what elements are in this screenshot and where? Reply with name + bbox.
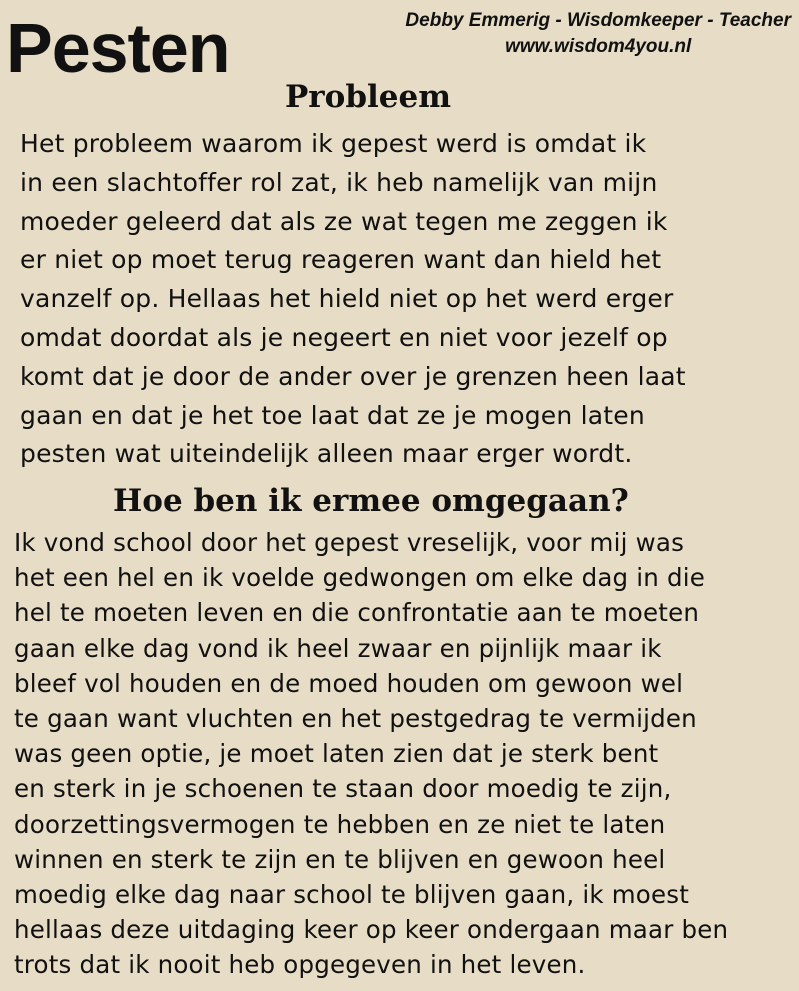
section-body-probleem [20, 125, 686, 474]
text-line: te gaan want vluchten en het pestgedrag te vermijden [14, 704, 697, 734]
text-line: Ik vond school door het gepest vreselijk, voor mij was [14, 528, 685, 557]
text-line: er niet op moet terug reageren want dan hield het [20, 245, 662, 275]
text-line: doorzettingsvermogen te hebben en ze niet te laten [14, 809, 666, 839]
text-line: komt dat je door de ander over je grenzen heen laat [20, 361, 686, 391]
text-line: gaan elke dag vond ik heel zwaar en pijnlijk maar ik [14, 633, 662, 663]
section-heading-omgegaan: Hoe ben ik ermee omgegaan? [113, 483, 629, 519]
text-line: winnen en sterk te zijn en te blijven en gewoon heel [14, 844, 666, 874]
section-body-omgegaan [14, 525, 728, 983]
text-line: moedig elke dag naar school te blijven gaan, ik moest [14, 880, 690, 910]
text-line: in een slachtoffer rol zat, ik heb namelijk van mijn [20, 167, 658, 197]
text-line: omdat doordat als je negeert en niet voor jezelf op [20, 322, 668, 352]
text-line: pesten wat uiteindelijk alleen maar erger wordt. [20, 439, 633, 469]
text-line: was geen optie, je moet laten zien dat je sterk bent [14, 739, 659, 769]
text-line: hellaas deze uitdaging keer op keer ondergaan maar ben [14, 915, 729, 945]
text-line: Het probleem waarom ik gepest werd is omdat ik [20, 129, 647, 158]
text-line: vanzelf op. Hellaas het hield niet op het werd erger [20, 284, 674, 314]
text-line: hel te moeten leven en die confrontatie aan te moeten [14, 598, 700, 628]
text-line: bleef vol houden en de moed houden om gewoon wel [14, 668, 684, 698]
text-line: moeder geleerd dat als ze wat tegen me zeggen ik [20, 206, 668, 236]
section-heading-probleem: Probleem [285, 79, 452, 115]
text-line: het een hel en ik voelde gedwongen om elke dag in die [14, 563, 706, 593]
page-title: Pesten [6, 9, 230, 87]
text-line: trots dat ik nooit heb opgegeven in het leven. [14, 950, 586, 980]
text-line: gaan en dat je het toe laat dat ze je mogen laten [20, 400, 645, 430]
author-website: www.wisdom4you.nl [505, 36, 692, 57]
text-line: en sterk in je schoenen te staan door moedig te zijn, [14, 774, 672, 804]
author-name: Debby Emmerig - Wisdomkeeper - Teacher [405, 10, 791, 31]
author-block [405, 8, 791, 60]
